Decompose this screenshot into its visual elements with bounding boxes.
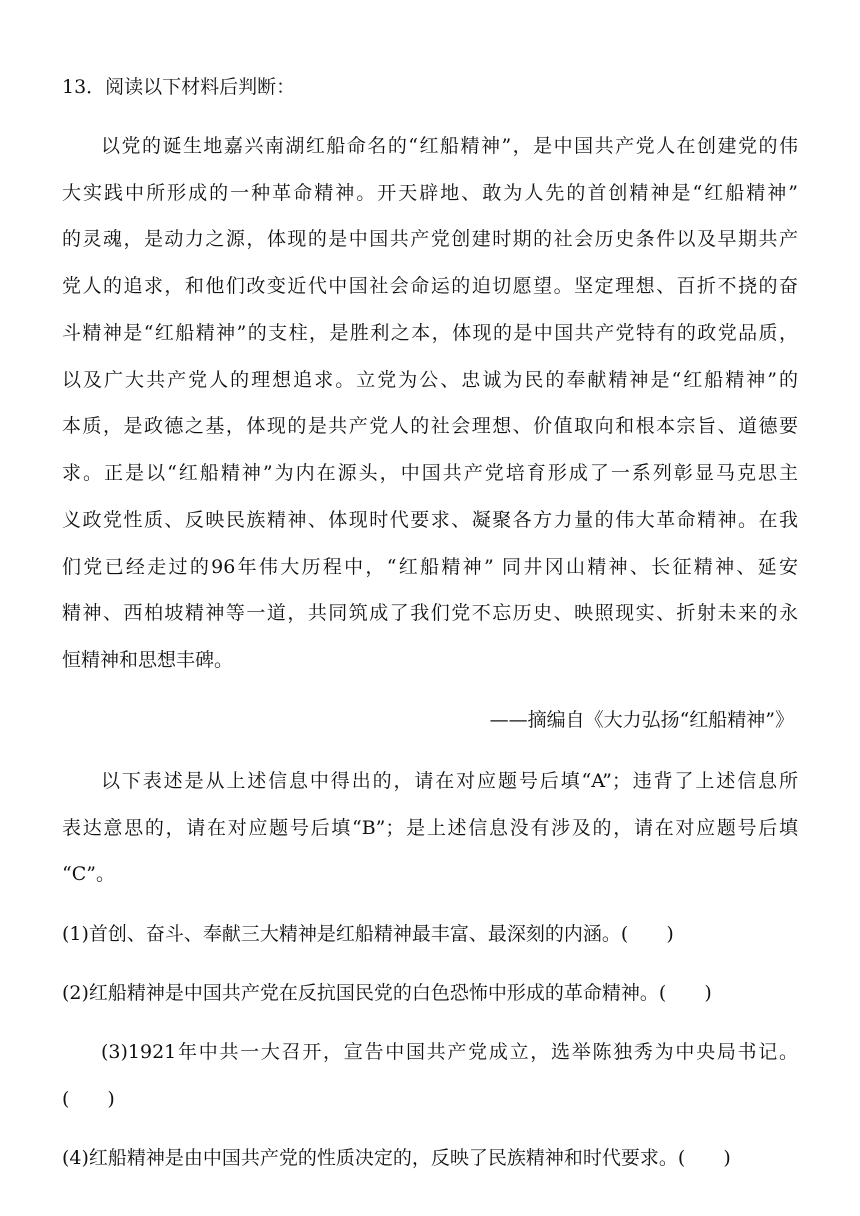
- answer-item: (1)首创、奋斗、奉献三大精神是红船精神最丰富、最深刻的内涵。( ): [62, 923, 674, 945]
- passage-line: 义政党性质、反映民族精神、体现时代要求、凝聚各方力量的伟大革命精神。在我: [62, 509, 798, 531]
- instruction-line: 表达意思的，请在对应题号后填“B”；是上述信息没有涉及的，请在对应题号后填: [62, 817, 798, 839]
- passage-line: 的灵魂，是动力之源，体现的是中国共产党创建时期的社会历史条件以及早期共产: [62, 228, 798, 250]
- passage-line: 求。正是以“红船精神”为内在源头，中国共产党培育形成了一系列彰显马克思主: [62, 462, 798, 484]
- instruction-line: “C”。: [62, 863, 115, 885]
- answer-item: (3)1921年中共一大召开，宣告中国共产党成立，选举陈独秀为中央局书记。: [101, 1041, 798, 1063]
- passage-source: ——摘编自《大力弘扬“红船精神”》: [489, 709, 794, 731]
- passage-line: 大实践中所形成的一种革命精神。开天辟地、敢为人先的首创精神是“红船精神”: [62, 182, 798, 204]
- passage-line: 们党已经走过的96年伟大历程中，“红船精神” 同井冈山精神、长征精神、延安: [62, 556, 798, 578]
- question-heading: 13．阅读以下材料后判断：: [62, 76, 296, 98]
- passage-line: 恒精神和思想丰碑。: [62, 649, 234, 671]
- passage-line: 党人的追求，和他们改变近代中国社会命运的迫切愿望。坚定理想、百折不挠的奋: [62, 275, 798, 297]
- passage-line: 斗精神是“红船精神”的支柱，是胜利之本，体现的是中国共产党特有的政党品质，: [62, 322, 798, 344]
- passage-line: 以党的诞生地嘉兴南湖红船命名的“红船精神”，是中国共产党人在创建党的伟: [101, 135, 798, 157]
- passage-line: 本质，是政德之基，体现的是共产党人的社会理想、价值取向和根本宗旨、道德要: [62, 415, 798, 437]
- answer-item: (2)红船精神是中国共产党在反抗国民党的白色恐怖中形成的革命精神。( ): [62, 982, 712, 1004]
- instruction-line: 以下表述是从上述信息中得出的，请在对应题号后填“A”；违背了上述信息所: [101, 770, 798, 792]
- passage-line: 精神、西柏坡精神等一道，共同筑成了我们党不忘历史、映照现实、折射未来的永: [62, 602, 798, 624]
- passage-line: 以及广大共产党人的理想追求。立党为公、忠诚为民的奉献精神是“红船精神”的: [62, 369, 798, 391]
- answer-item-continuation: ( ): [62, 1088, 115, 1110]
- answer-item: (4)红船精神是由中国共产党的性质决定的，反映了民族精神和时代要求。( ): [62, 1147, 731, 1169]
